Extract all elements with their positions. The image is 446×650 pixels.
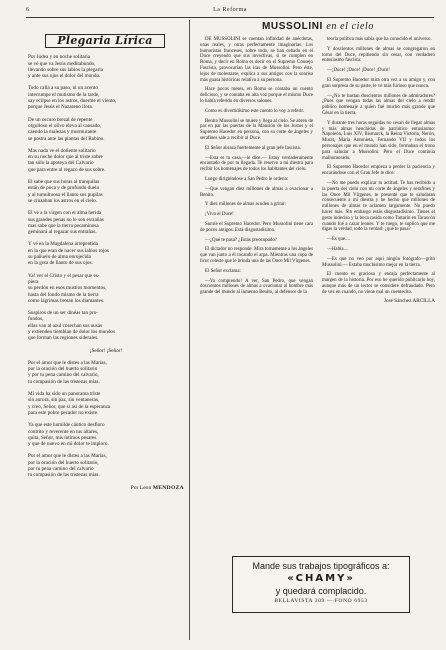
article-paragraph: teoría política más sabia que ha conocido el universo. xyxy=(327,37,432,42)
article-column-b xyxy=(322,37,435,517)
poem-stanza: De un oscuro brezal de repente orgulloso el olivo eleva al cansado, caendo la malezas y murmurante se postra ante las plantas del Rabino. xyxy=(28,116,105,142)
poem-stanza: El vé a la virgen con el alma herida sus grandes penas no le son extrañas mas sabe que la tierra pecaminosa geminará al regazar sus entrañas. xyxy=(28,210,104,236)
poem-title: Plegaria Lírica xyxy=(57,34,153,47)
article-paragraph: Sonríe el Supremo Hacedor. Pero Mussolini tiene cara de pocos amigos. Está disgustadísimo. xyxy=(200,221,313,233)
article-paragraph: —Es que.... xyxy=(327,237,350,243)
article-paragraph: —Ya comprendo! A ver, San Pedro, que vengan doscientos millones de almas a ovacionar al hombre más grande del mundo al inmenso Benito, al defensor de la xyxy=(200,278,313,296)
poem-stanza: Ya que este humilde cántico desfloro contrito y reverente en tus altares, quita, Señor, mis íntimos pesares y que de nuevo en mi dolor te imploro. xyxy=(28,422,109,448)
article-title-suffix: en el cielo xyxy=(326,21,375,32)
article-paragraph: —Habla.... xyxy=(327,246,349,252)
article-paragraph: Y durante tres horas seguidas no cesan de llegar almas y más almas henchidas de patriótico entusiasmo: Napoleón, Luis XIV, Bismarck, la Reina Victoria, Nerón, Murat, María Antonieta, Fernando VII y todos los personajes que en el mundo han sido, formaban el trono para saludar a Mussolini. Pero el Duce continúa malhumorado. xyxy=(322,120,435,161)
article-paragraph: —Que vengan diez millones de almas a ovacionar a Benito. xyxy=(200,186,313,198)
article-paragraph: —No me puedo explicar tu actitud. Te has recibido a la puerta del cielo con mi corte de ángeles y serafines y las Once Mil Vírgenes, te presenté que te saludaran consecuente a mi diestra y he hecho que millones de millones de almas te aclamen largamente. No puedo hacer más. Sin embargo estás disgustadísimo. Tienes el gesto indeciso y la boca rasida como Tartarín en Tarascón cuando fué a cazar leones. Y te ruego, te suplico que me digas la verdad, todo la verdad: ¿qué te pasa? xyxy=(322,180,435,233)
article-paragraph: —¿No te bastan doscientos millones de admiradores? ¿Pues que vengan todas las almas del cielo a rendir público homenaje a quien fué mucho más grande que César en la tierra. xyxy=(322,93,435,116)
poem-invocation: ¡Señor! ¡Señor! xyxy=(89,347,123,354)
poem-stanza: Todo calla a su paso, ni un acento interrumpe el mutismo de la tarde, say ecilpse en los astros, duerme el viento, porque Jesús el Nazareno llora. xyxy=(28,85,117,111)
article-paragraph: —¡Duce! ¡Duce! ¡Duce! ¡Duce! xyxy=(327,68,390,74)
ad-address: BELLAVISTA 309 — FONO 6953 xyxy=(274,598,368,604)
poem-title-box xyxy=(45,34,165,48)
article-paragraph: —¿Qué te pasa? ¿Estás preocupado? xyxy=(205,237,277,243)
poem-column xyxy=(26,24,184,640)
poem-stanza: Mi vida ha sido un panorama triste sin aurora, sin paz, sin ventaneras, y creo, Señor, que si así de la esperanza para este pobre pecador no existe. xyxy=(28,391,111,416)
article-paragraph: —Es que no veo por aquí ningún fotógrafo—gritó Mussolini.— Estaba muchísimo mejor en la tierra. xyxy=(322,256,435,268)
article-paragraph: El cuento es gracioso y encaja perfectamente al margen de la historia. Por eso he querido publicarlo hoy, aunque más de un lector se considere defraudado. Pero de vez en cuando, no viene mal un cuentecito. xyxy=(322,272,435,295)
poem-author: MENDOZA xyxy=(152,484,184,491)
article-title xyxy=(200,21,436,32)
article-paragraph: El Supremo Hacedor mira otra vez a su amigo y, con gran sorpresa de su parte, le vé más furioso que nunca. xyxy=(322,77,435,89)
poem-byline xyxy=(26,485,184,491)
poem-stanza: Mas nada ve el doliente solitario en su noche dolor que al triste sobre tan sólo la apoteya del Calvario que para entre al regazo de sus sobre. xyxy=(28,147,106,173)
ad-brand: «CHAMY» xyxy=(287,573,355,584)
poem-stanza: Suspiros de un ser dinéas tan pro- fundos, ellas van al azul cosechan sus ausas y extienden tiemblan de dolor los mundos que forman las regiones siderales. xyxy=(28,310,116,342)
page-header xyxy=(26,7,434,18)
poem-stanza: Por el amor que le distes a las Marías, por la oración del huerto solitario y por tu pena camino del calvario, tu compasión de las tristezas mías. xyxy=(28,359,107,385)
article-column-a xyxy=(200,37,313,517)
article-paragraph: ¡Viva el Duce! xyxy=(205,212,234,218)
article-paragraph: Benito Mussolini se muere y llega al cielo. Se abren de par en par las puertas de la Mansión de los Justos y el Supremo Hacedor en persona, con su corte de ángeles y serafines sale a recibir al Duce. xyxy=(200,118,313,141)
article-signature: José Sánchez ARCILLA xyxy=(383,298,435,305)
article-title-main: MUSSOLINI xyxy=(261,21,323,32)
article-paragraph: El dictador no responde. Mira tornamente a los ángeles que van junto a él tocando el arpa. Mientras una copa de licor celeste que le brinda una de las Once Mil Vírgenes. xyxy=(200,247,313,264)
article-paragraph: El Señor exclama: xyxy=(205,268,241,274)
poem-stanza: Ya! ver el Cristo y el pesar que es- piera su perdón en esos mustios momentos, hasta del fondo mismo de la tierra como lágrimas brotan los diamantes. xyxy=(28,272,107,304)
poem-stanza: Por Judea y en noche solitaria se vé que va Jesús meditabundo, llevando sobre sus labios la plegaria y ante sus ojos el dolor del mundo. xyxy=(28,54,104,80)
article-paragraph: Y diez millones de almas acuden a gritar: xyxy=(205,202,286,208)
page-number: 6 xyxy=(26,7,29,13)
article-paragraph: —Esta es tu casa,—le dice.— Estoy verdaderamente encantado de por tu llegada. Te reservo a mi diestra para recibir los homenajes de todos los habitantes del cielo. xyxy=(200,155,313,173)
article-paragraph: DE MUSSOLINI se cuentan infinidad de anécdotas, unas reales, y otras perfectamente imaginarias. Los humoristas franceses, sobre todo, se han cebado en el Duce creyendo que sus invectivas, si se cumplen en Roma, y decir en Roma es decir en el Supremo Consejo Fascista, provocarían las iras de Mussolini. Pero éste, lejos de molestarse, explica a sus amigos con la sonrisa más guasa históricas relativa a su persona. xyxy=(200,37,313,83)
article-paragraph: Luego dirigiéndose a San Pedro le ordena: xyxy=(205,176,289,182)
article-paragraph: El Señor abraza fuertemente al gran jefe fascista. xyxy=(205,145,301,151)
poem-byline-prefix: Por Leon xyxy=(130,484,152,491)
poem-stanza: El sabe que sus horas al tranquilas están de poca y de profundo duelo y al tumultuoso el llanto sus pupilas se cruzaban los astros en el cielo. xyxy=(28,179,103,204)
poem-stanza: Por el amor que le distes a las Marías, por la oración del huerto solitario, por tu pena camino del calvario tu compasión de las tristezas mías. xyxy=(28,453,107,479)
magazine-name: La Reforma xyxy=(213,7,247,13)
article-paragraph: Y doscientos millones de almas se congregaron en torno del Duce, repitiendo sin cesar, con verdadero entusiasmo fascista: xyxy=(322,46,435,64)
article-paragraph: Como es divertidísimo este cuento lo voy a referir. xyxy=(205,108,305,114)
article-paragraph: Hace pocos meses, en Roma se contaba un cuento delicioso, y se contaba en alta voz porque el mismo Duce lo había referido en diversos salones. xyxy=(200,87,313,104)
column-divider xyxy=(189,20,190,640)
poem-stanza: Y vé en la Magdalena arrepentida en la que eran de nacer sus labios rojos su pañuelo de alma enrojecida en la gota de llanto de sus ojos. xyxy=(28,241,109,267)
print-shop-advertisement xyxy=(232,556,410,613)
ad-line-3: y quedará complacido. xyxy=(275,586,367,596)
ad-line-1: Mande sus trabajos tipográficos a: xyxy=(252,561,390,571)
article-paragraph: El Supremo Hacedor empieza a perder la paciencia y encarándose con el Gran Jefe le dice: xyxy=(322,165,435,177)
